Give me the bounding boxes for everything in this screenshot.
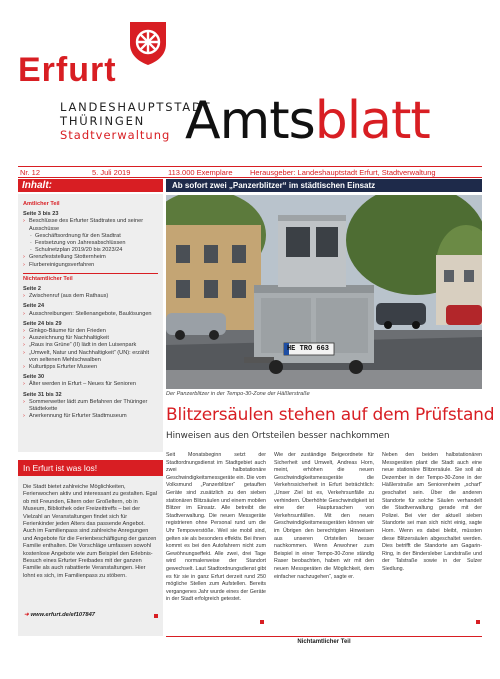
masthead-title [185,92,430,150]
promo-text: Die Stadt bietet zahlreiche Möglichkeiten, Ferienwochen aktiv und interessant zu gestalten. Egal ob mit Freunden, Eltern oder Großeltern, ob in Museum, Bibliothek oder Freizeittreffs – bei der Vielzahl an Veranstaltungen findet sich für Ferienkinder jeden Alters das passende Angebot. Auch im Familienpass sind zahlreiche Anregungen und Angebote für die Ferienbeschäftigung der ganzen Familie enthalten. Die Vorschläge umfassen sowohl kostenlose Angebote wie zum Beispiel den Erlebnis-Besuch eines Erfurter Freibades mit der ganzen Familie als auch rabattierte Veranstaltungen. Hier lohnt es sich, im Familienpass zu stöbern. [23,484,158,579]
section-pages: Seite 30 [23,374,45,381]
license-plate: HE TRO 663 [286,345,329,353]
section-pages: Seite 24 bis 29 [23,320,62,327]
contents-item: › „Raus ins Grüne“ (II) lädt in den Luisenpark [23,342,158,349]
contents-subitem: · Schulnetzplan 2019/20 bis 2023/24 [23,247,158,254]
end-mark [260,620,264,624]
issue-number: Nr. 12 [20,168,41,177]
masthead-blatt: blatt [314,91,430,151]
section-pages: Seite 31 bis 32 [23,391,62,398]
article-column-1: Seit Monatsbeginn setzt der Stadtordnungsdienst im Stadtgebiet auch zwei halbstationäre Geschwindigkeitsmessgeräte ein. Die vom Volksmund „Panzerblitzer“ getauften Geräte sind zusätzlich zu den sieben stationären Blitzsäulen und einem mobilen Blitzer im Einsatz. Alle betreibt die Stadtverwaltung. Die neuen Messgeräte registrieren ohne Personal rund um die Uhr Tempoverstöße. Weil sie mobil sind, gelten sie als besonders effektiv. Bei ihnen kommt es bei den Autofahrern nicht zum Gewöhnungseffekt. Alle zwei, drei Tage wird normalerweise der Standort gewechselt. Laut Stadtordnungsdienst gibt es für sie in ganz Erfurt derzeit rund 250 mögliche Stellen zum Aufstellen. Bereits vergangenes Jahr wurde eines der Geräte in der Stadt erfolgreich getestet. [166,452,266,603]
erfurt-wheel-crest-icon [128,20,168,66]
publisher: Herausgeber: Landeshauptstadt Erfurt, Stadtverwaltung [250,168,436,177]
photo-caption: Der Panzerblitzer in der Tempo-30-Zone der Häßlerstraße [166,391,310,397]
contents-item: › Sommerwetter lädt zum Befahren der Thüringer Städtekette [23,399,158,413]
article-column-3: Neben den beiden halbstationären Messgeräten plant die Stadt auch eine neue stationäre Blitzersäule. Sie soll ab Dezember in der Tempo-30-Zone in der Häßlerstraße am Seniorenheim „scharf“ geschaltet sein. Über die anderen Standorte für solche Säulen verhandelt die Stadtverwaltung gerade mit der Polizei. Bei vier der aktuell sieben Standorte sei man sich nicht einig, sagte Horn. Wenn es dabei bleibt, müssten diese Blitzersäulen abgeschaltet werden. Dies betrifft die Standorte am Gagarin-Ring, in der Bindersleber Landstraße und der Talstraße sowie in der Sulzer Siedlung. [382,452,482,572]
contents-sidebar [18,194,163,452]
header-line-landeshauptstadt: LANDESHAUPTSTADT [60,100,212,114]
teaser-bar: Ab sofort zwei „Panzerblitzer“ im städtischen Einsatz [166,179,482,192]
promo-title: In Erfurt ist was los! [18,460,163,476]
official-part-heading: Amtlicher Teil [23,201,60,207]
end-mark [154,614,158,618]
contents-subitem: · Festsetzung von Jahresabschlüssen [23,240,158,247]
promo-link[interactable] [24,612,95,618]
contents-item: › Ausschreibungen: Stellenangebote, Baulösungen [23,311,158,318]
arrow-right-icon: ➜ [24,612,31,618]
section-pages: Seite 2 [23,286,42,293]
city-logo-text: Erfurt [18,51,117,89]
print-run: 113.000 Exemplare [168,168,233,177]
section-footer-label: Nichtamtlicher Teil [166,636,482,647]
contents-item: › Anerkennung für Erfurter Stadtmuseum [23,413,158,420]
contents-item: › Beschlüsse des Erfurter Stadtrates und seiner Ausschüsse [23,218,158,232]
end-mark [476,620,480,624]
article-headline: Blitzersäulen stehen auf dem Prüfstand [166,405,495,425]
article-subheadline: Hinweisen aus den Ortsteilen besser nachkommen [166,431,390,441]
header-line-stadtverwaltung: Stadtverwaltung [60,128,171,142]
contents-item: › Ginkgo-Bäume für den Frieden [23,328,158,335]
masthead-amts: Amts [185,91,315,151]
issue-date: 5. Juli 2019 [92,168,131,177]
contents-item: › Flurbereinigungsverfahren [23,262,158,269]
contents-item: › Auszeichnung für Nachhaltigkeit [23,335,158,342]
contents-item: › Älter werden in Erfurt – Neues für Senioren [23,381,158,388]
contents-item: › Grenzfeststellung Stotternheim [23,254,158,261]
promo-link-url: www.erfurt.de/ef107847 [30,612,96,618]
section-pages: Seite 24 [23,303,45,310]
contents-label: Inhalt: [18,179,163,192]
issue-info-bar [18,166,482,178]
contents-item: › Zwischenruf (aus dem Rathaus) [23,293,158,300]
contents-item: › „Umwelt, Natur und Nachhaltigkeit“ (UN): erzählt von seltenen Mehlschwalben [23,350,158,364]
contents-item: › Kulturtipps Erfurter Museen [23,364,158,371]
official-pages: Seite 3 bis 23 [23,211,59,218]
article-photo [166,195,482,389]
nonofficial-part-heading: Nichtamtlicher Teil [23,275,73,282]
article-column-2: Wie der zuständige Beigeordnete für Sicherheit und Umwelt, Andreas Horn, meint, erhöhen die neuen Geschwindigkeitsmessgeräte die Verkehrssicherheit in Erfurt beträchtlich: „Unser Ziel ist es, Verkehrsunfälle zu verhindern. Überhöhte Geschwindigkeit ist eine der Hauptursachen von Verkehrsunfällen. Mit den neuen Geschwindigkeitsmessgeräten können wir im Übrigen den berechtigten Hinweisen aus unseren Ortsteilen besser nachkommen. Wenn Anwohner zum Beispiel in einer Tempo-30-Zone ständig Raser beobachten, haben wir mit den neuen Messgeräten die Möglichkeit, dem einfacher nachzugehen“, sagte er. [274,452,374,580]
header-line-thueringen: THÜRINGEN [60,114,146,128]
sidebar-divider [23,273,158,274]
contents-subitem: · Geschäftsordnung für den Stadtrat [23,233,158,240]
